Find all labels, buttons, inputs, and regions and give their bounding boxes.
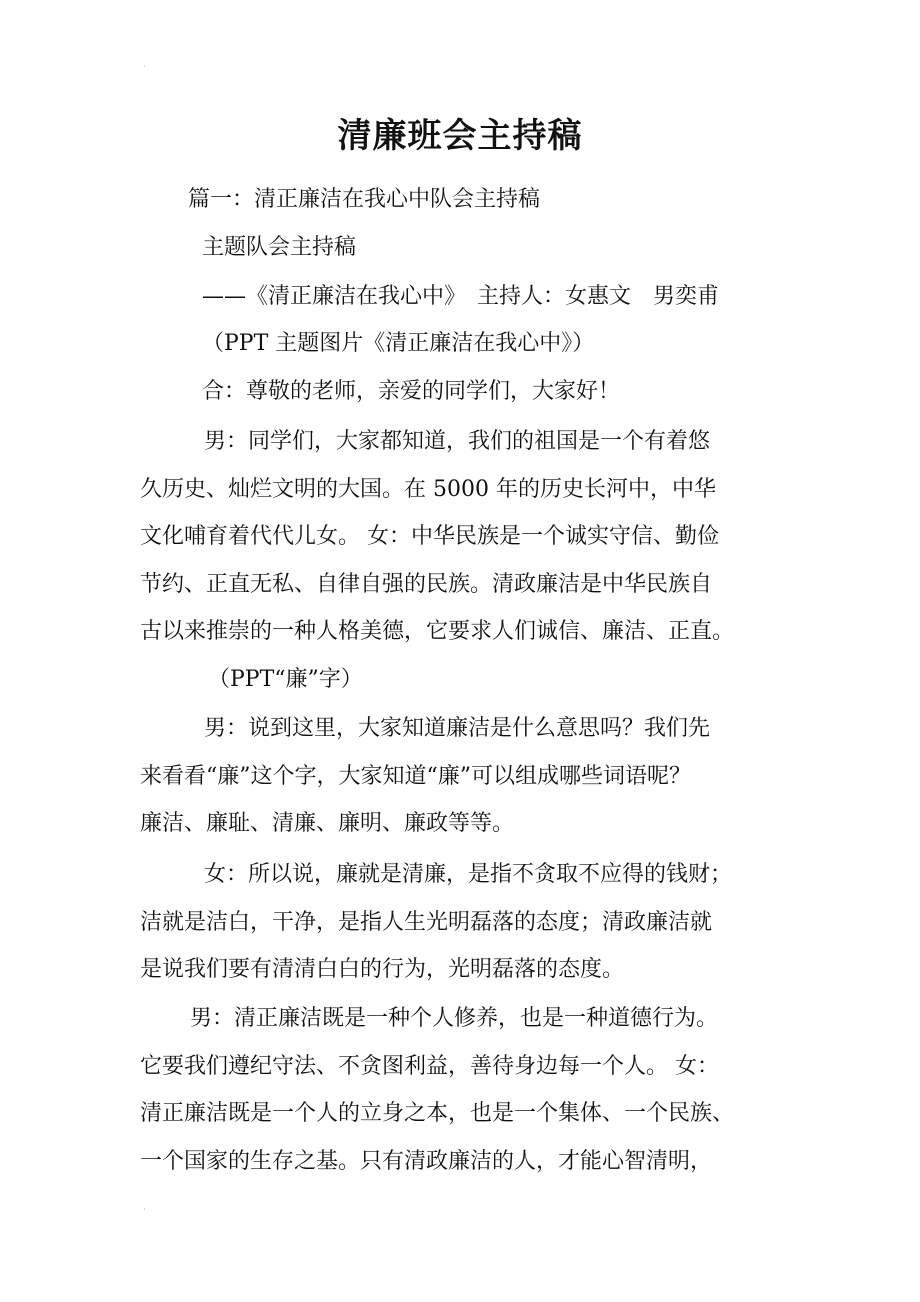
paragraph-line: 古以来推崇的一种人格美德，它要求人们诚信、廉洁、正直。: [140, 619, 735, 644]
paragraph-line: 清正廉洁既是一个人的立身之本，也是一个集体、一个民族、: [140, 1101, 735, 1126]
paragraph: [140, 995, 790, 1185]
section-heading: 篇一：清正廉洁在我心中队会主持稿: [188, 187, 541, 212]
page-title: 清廉班会主持稿: [337, 116, 583, 156]
paragraph: [140, 705, 790, 848]
scan-mark: ·: [143, 62, 146, 71]
scan-mark: ·: [143, 1205, 146, 1214]
paragraph-line: 来看看“廉”这个字，大家知道“廉”可以组成哪些词语呢？: [140, 763, 691, 789]
paragraph-line: 节约、正直无私、自律自强的民族。清政廉洁是中华民族自: [140, 571, 713, 597]
subtitle-line: 主题队会主持稿: [202, 235, 357, 260]
paragraph-line: 洁就是洁白，干净，是指人生光明磊落的态度；清政廉洁就: [140, 909, 713, 935]
paragraph-line: 是说我们要有清清白白的行为，光明磊落的态度。: [140, 957, 625, 982]
paragraph: [140, 418, 790, 656]
paragraph: [140, 851, 790, 994]
paragraph-line: 男：说到这里，大家知道廉洁是什么意思吗？我们先: [204, 716, 711, 741]
paragraph-line: 男：清正廉洁既是一种个人修养，也是一种道德行为。: [190, 1006, 719, 1031]
greeting-line: 合：尊敬的老师，亲爱的同学们，大家好！: [202, 379, 621, 404]
paragraph-line: 女：所以说，廉就是清廉，是指不贪取不应得的钱财；: [204, 862, 733, 887]
paragraph-line: 廉洁、廉耻、清廉、廉明、廉政等等。: [140, 811, 515, 836]
paragraph-line: 它要我们遵纪守法、不贪图利益，善待身边每一个人。 女：: [140, 1053, 719, 1079]
paragraph-line: 一个国家的生存之基。只有清政廉洁的人，才能心智清明，: [140, 1148, 713, 1174]
ppt-note-line: （PPT“廉”字）: [208, 667, 363, 692]
paragraph-line: 久历史、灿烂文明的大国。在 5000 年的历史长河中，中华: [140, 476, 716, 502]
ppt-note-line: （PPT 主题图片《清正廉洁在我心中》）: [202, 331, 595, 356]
paragraph-line: 男：同学们，大家都知道，我们的祖国是一个有着悠: [204, 429, 711, 454]
theme-host-line: ——《清正廉洁在我心中》 主持人：女惠文 男奕甫: [202, 284, 720, 309]
paragraph-line: 文化哺育着代代儿女。 女：中华民族是一个诚实守信、勤俭: [140, 524, 719, 549]
